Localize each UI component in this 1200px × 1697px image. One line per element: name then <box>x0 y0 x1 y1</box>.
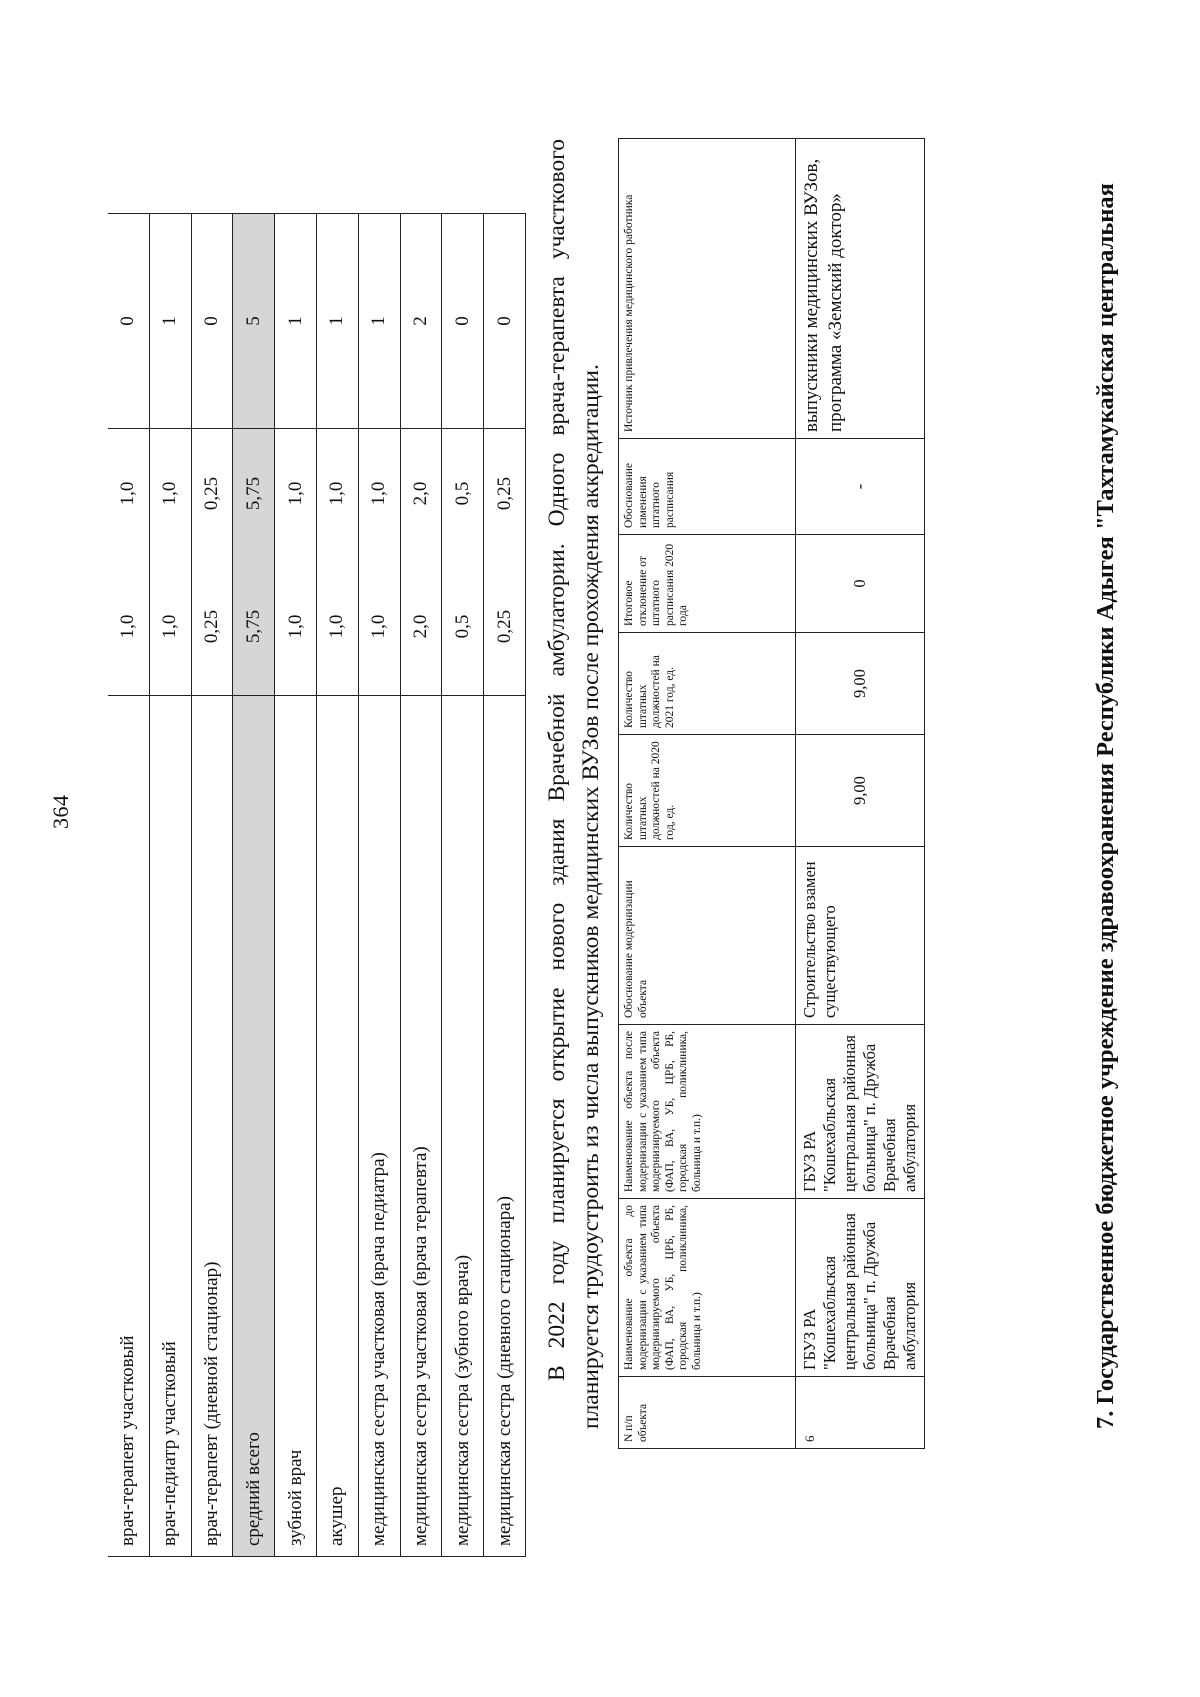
modernization-table <box>618 138 925 1449</box>
staff-value-cell: 0,25 <box>191 558 233 696</box>
staff-value-cell: 5,75 <box>233 429 275 559</box>
table-row <box>442 214 484 1557</box>
header-source: Источник привлечения медицинского работника <box>619 139 796 439</box>
staff-name-cell: медицинская сестра участковая (врача терапевта) <box>400 696 442 1557</box>
table-row <box>796 139 925 1449</box>
header-change-basis: Обоснование изменения штатного расписания <box>619 439 796 535</box>
staff-value-cell: 1,0 <box>108 429 149 559</box>
staff-value-cell: 0 <box>108 214 149 429</box>
staff-value-cell: 1 <box>275 214 317 429</box>
table-row <box>149 214 191 1557</box>
staff-value-cell: 0 <box>484 214 526 429</box>
staff-name-cell: зубной врач <box>275 696 317 1557</box>
staff-value-cell: 1,0 <box>316 429 358 559</box>
staffing-table <box>108 213 526 1557</box>
section-heading: 7. Государственное бюджетное учреждение здравоохранения Республики Адыгея "Тахтамукайская центральная <box>1092 183 1119 1429</box>
staff-value-cell: 1,0 <box>149 429 191 559</box>
staff-value-cell: 0,25 <box>484 429 526 559</box>
header-num: N п/п объекта <box>619 1377 796 1449</box>
staff-value-cell: 1,0 <box>275 429 317 559</box>
table-row <box>484 214 526 1557</box>
staff-value-cell: 1,0 <box>358 558 400 696</box>
staff-value-cell: 1 <box>358 214 400 429</box>
header-before: Наименование объекта до модернизации с указанием типа модернизируемого объекта (ФАП, ВА, УБ, ЦРБ, РБ, городская поликлиника, больница и т.п.) <box>619 1199 796 1377</box>
staff-name-cell: врач-педиатр участковый <box>149 696 191 1557</box>
staff-name-cell: врач-терапевт (дневной стационар) <box>191 696 233 1557</box>
table-row <box>358 214 400 1557</box>
staff-value-cell: 5 <box>233 214 275 429</box>
cell-deviation: 0 <box>796 535 925 633</box>
header-deviation: Итоговое отклонение от штатного расписания 2020 года <box>619 535 796 633</box>
staff-value-cell: 0,25 <box>484 558 526 696</box>
table-row <box>316 214 358 1557</box>
staff-value-cell: 1,0 <box>316 558 358 696</box>
staff-name-cell: средний всего <box>233 696 275 1557</box>
table-row <box>191 214 233 1557</box>
cell-staff-2021: 9,00 <box>796 633 925 735</box>
table-row <box>108 214 149 1557</box>
staff-value-cell: 2,0 <box>400 429 442 559</box>
cell-source: выпускники медицинских ВУЗов, программа «Земский доктор» <box>796 139 925 439</box>
header-justification: Обоснование модернизации объекта <box>619 847 796 1025</box>
planning-paragraph: В 2022 году планируется открытие нового здания Врачебной амбулатории. Одного врача-терапевта участкового планируется трудоустроить из числа выпускников медицинских ВУЗов после прохождения аккредитации. <box>544 139 604 1429</box>
staff-value-cell: 0,5 <box>442 558 484 696</box>
staff-value-cell: 5,75 <box>233 558 275 696</box>
cell-after: ГБУЗ РА "Кошехабльская центральная районная больница" п. Дружба Врачебная амбулатория <box>796 1025 925 1199</box>
staff-value-cell: 1 <box>316 214 358 429</box>
page-number: 364 <box>48 794 73 829</box>
header-staff-2020: Количество штатных должностей на 2020 год, ед. <box>619 735 796 847</box>
header-staff-2021: Количество штатных должностей на 2021 год, ед. <box>619 633 796 735</box>
staff-value-cell: 1,0 <box>149 558 191 696</box>
staff-value-cell: 0,25 <box>191 429 233 559</box>
staff-value-cell: 0 <box>442 214 484 429</box>
staff-value-cell: 2,0 <box>400 558 442 696</box>
cell-change-basis: - <box>796 439 925 535</box>
staff-value-cell: 0 <box>191 214 233 429</box>
staff-name-cell: медицинская сестра (зубного врача) <box>442 696 484 1557</box>
staff-value-cell: 1,0 <box>275 558 317 696</box>
header-after: Наименование объекта после модернизации с указанием типа модернизируемого объекта (ФАП, ВА, УБ, ЦРБ, РБ, городская поликлиника, больница и т.п.) <box>619 1025 796 1199</box>
staff-value-cell: 1,0 <box>358 429 400 559</box>
cell-staff-2020: 9,00 <box>796 735 925 847</box>
table-row <box>400 214 442 1557</box>
cell-justification: Строительство взамен существующего <box>796 847 925 1025</box>
cell-before: ГБУЗ РА "Кошехабльская центральная районная больница" п. Дружба Врачебная амбулатория <box>796 1199 925 1377</box>
staff-name-cell: врач-терапевт участковый <box>108 696 149 1557</box>
staff-value-cell: 1 <box>149 214 191 429</box>
staff-name-cell: акушер <box>316 696 358 1557</box>
cell-num: 6 <box>796 1377 925 1449</box>
staff-name-cell: медицинская сестра участковая (врача педиатра) <box>358 696 400 1557</box>
staff-value-cell: 1,0 <box>108 558 149 696</box>
table-row <box>275 214 317 1557</box>
table-header-row <box>619 139 796 1449</box>
staff-name-cell: медицинская сестра (дневного стационара) <box>484 696 526 1557</box>
staff-value-cell: 0,5 <box>442 429 484 559</box>
staff-value-cell: 2 <box>400 214 442 429</box>
table-row <box>233 214 275 1557</box>
